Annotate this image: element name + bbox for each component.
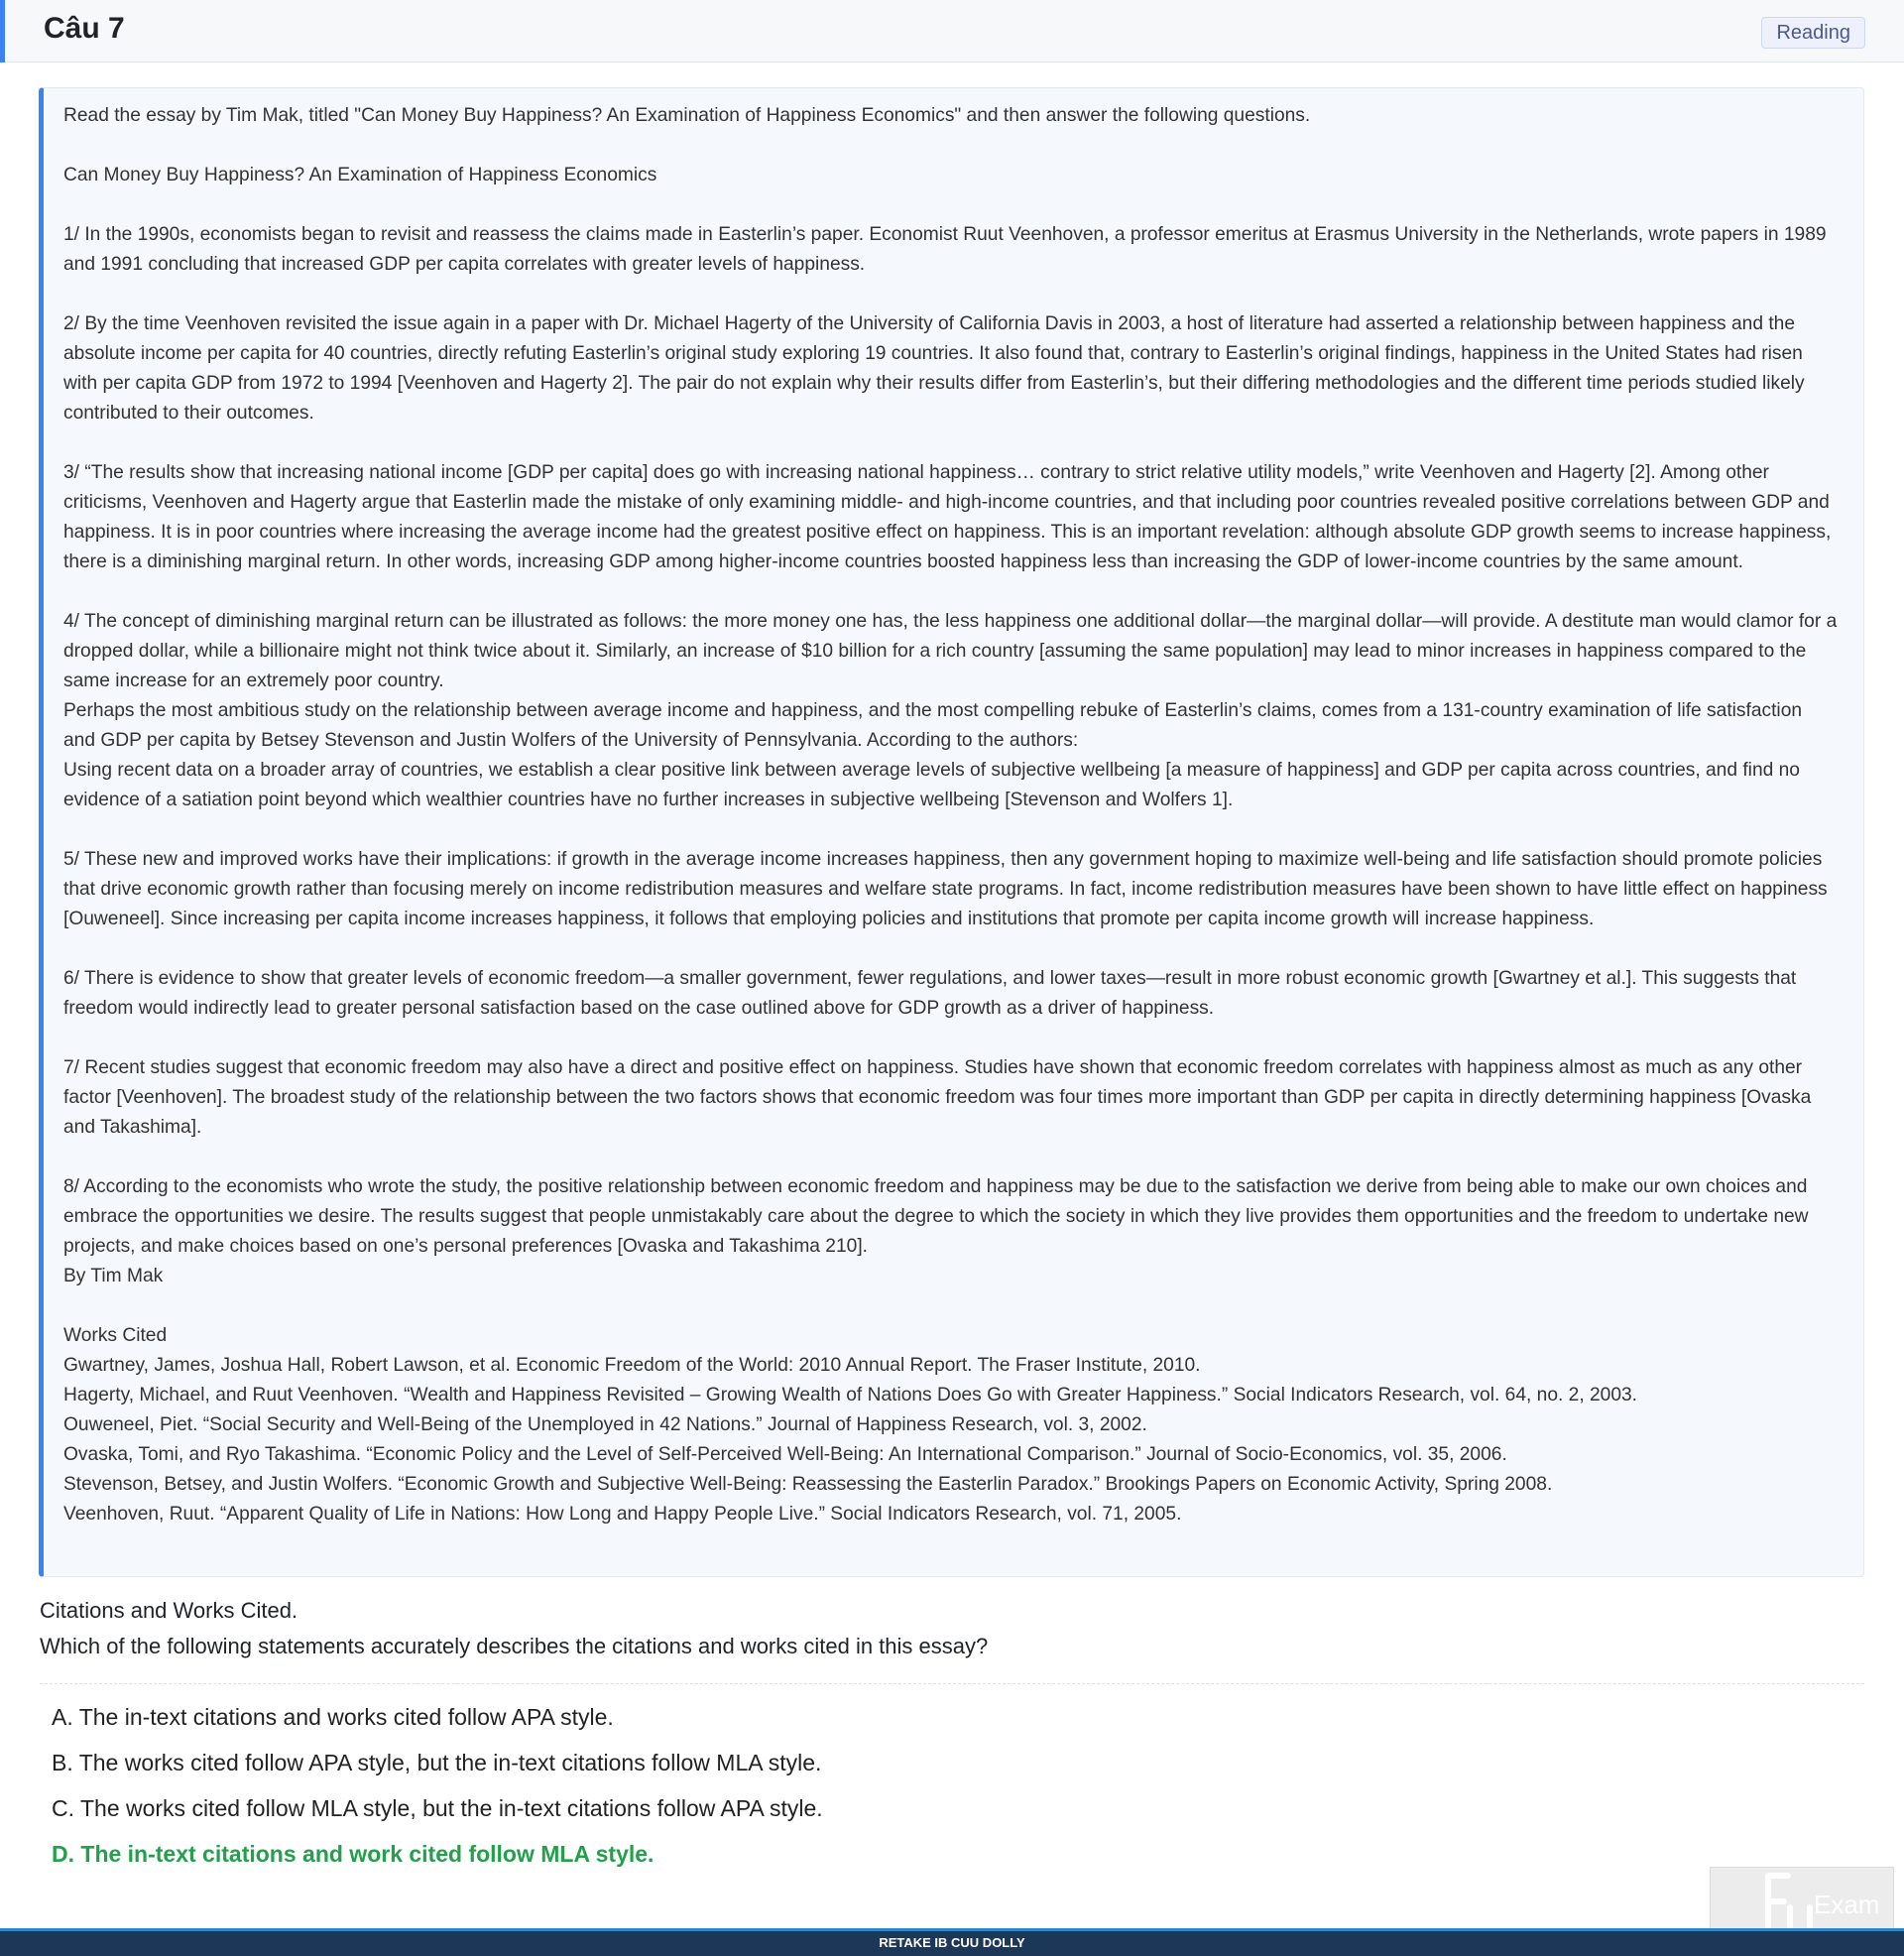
question-header xyxy=(0,0,1904,62)
passage-intro: Read the essay by Tim Mak, titled "Can Money Buy Happiness? An Examination of Happiness Economics" and then answer the following questions. xyxy=(63,105,1311,126)
question-topic: Citations and Works Cited. xyxy=(40,1598,298,1623)
option-b[interactable]: B. The works cited follow APA style, but the in-text citations follow MLA style. xyxy=(52,1750,822,1775)
works-cited-entry: Ovaska, Tomi, and Ryo Takashima. “Economic Policy and the Level of Self-Perceived Well-Being: An International Comparison.” Journal of Socio-Economics, vol. 35, 2006. xyxy=(63,1444,1507,1465)
question-title: Câu 7 xyxy=(44,12,125,45)
paragraph-3: 3/ “The results show that increasing national income [GDP per capita] does go with increasing national happiness… contrary to strict relative utility models,” write Veenhoven and Hagerty [2]. Among other criticisms, Veenhoven and Hagerty argue that Easterlin made the mistake of only examining middle- and high-income countries, and that including poor countries revealed positive correlations between GDP and happiness. It is in poor countries where increasing the average income had the greatest positive effect on happiness. This is an important revelation: although absolute GDP growth seems to increase happiness, there is a diminishing marginal return. In other words, increasing GDP among higher-income countries boosted happiness less than increasing the GDP of lower-income countries by the same amount. xyxy=(63,462,1832,572)
options-divider xyxy=(40,1683,1864,1684)
logo-text: Exam xyxy=(1814,1890,1880,1919)
works-cited-entry: Hagerty, Michael, and Ruut Veenhoven. “Wealth and Happiness Revisited – Growing Wealth of Nations Does Go with Greater Happiness.” Social Indicators Research, vol. 64, no. 2, 2003. xyxy=(63,1385,1638,1406)
footer-bar xyxy=(0,1928,1904,1956)
paragraph-5: 5/ These new and improved works have their implications: if growth in the average income increases happiness, then any government hoping to maximize well-being and life satisfaction should promote policies that drive economic growth rather than focusing merely on income redistribution measures and welfare state programs. In fact, income redistribution measures have been shown to have little effect on happiness [Ouweneel]. Since increasing per capita income increases happiness, it follows that employing policies and institutions that promote per capita income growth will increase happiness. xyxy=(63,849,1828,929)
works-cited-entry: Veenhoven, Ruut. “Apparent Quality of Life in Nations: How Long and Happy People Live.” Social Indicators Research, vol. 71, 2005. xyxy=(63,1504,1182,1525)
paragraph-8: 8/ According to the economists who wrote the study, the positive relationship between economic freedom and happiness may be due to the satisfaction we derive from being able to make our own choices and embrace the opportunities we desire. The results suggest that people unmistakably care about the degree to which the society in which they live provides them opportunities and the freedom to undertake new projects, and make choices based on one’s personal preferences [Ovaska and Takashima 210]. xyxy=(63,1176,1809,1257)
essay-title: Can Money Buy Happiness? An Examination of Happiness Economics xyxy=(63,165,657,185)
paragraph-2: 2/ By the time Veenhoven revisited the issue again in a paper with Dr. Michael Hagerty of the University of California Davis in 2003, a host of literature had asserted a relationship between happiness and the absolute income per capita for 40 countries, directly refuting Easterlin’s original study exploring 19 countries. It also found that, contrary to Easterlin’s original findings, happiness in the United States had risen with per capita GDP from 1972 to 1994 [Veenhoven and Hagerty 2]. The pair do not explain why their results differ from Easterlin’s, but their differing methodologies and the different time periods studied likely contributed to their outcomes. xyxy=(63,313,1805,424)
option-d-correct[interactable]: D. The in-text citations and work cited follow MLA style. xyxy=(52,1841,654,1867)
works-cited-entry: Ouweneel, Piet. “Social Security and Well-Being of the Unemployed in 42 Nations.” Journal of Happiness Research, vol. 3, 2002. xyxy=(63,1414,1147,1435)
works-cited-entry: Gwartney, James, Joshua Hall, Robert Lawson, et al. Economic Freedom of the World: 2010 Annual Report. The Fraser Institute, 2010. xyxy=(63,1355,1201,1376)
answer-options xyxy=(52,1694,1856,1877)
question-prompt: Which of the following statements accurately describes the citations and works cited in this essay? xyxy=(40,1634,989,1658)
question-block xyxy=(40,1593,1864,1664)
works-cited xyxy=(63,1321,1838,1529)
reading-passage xyxy=(39,87,1864,1577)
option-c[interactable]: C. The works cited follow MLA style, but the in-text citations follow APA style. xyxy=(52,1795,823,1821)
footer-text: RETAKE IB CUU DOLLY xyxy=(879,1935,1025,1950)
paragraph-4c: Using recent data on a broader array of countries, we establish a clear positive link between average levels of subjective wellbeing [a measure of happiness] and GDP per capita across countries, and find no evidence of a satiation point beyond which wealthier countries have no further increases in subjective wellbeing [Stevenson and Wolfers 1]. xyxy=(63,760,1800,810)
paragraph-4b: Perhaps the most ambitious study on the relationship between average income and happiness, and the most compelling rebuke of Easterlin’s claims, comes from a 131-country examination of life satisfaction and GDP per capita by Betsey Stevenson and Justin Wolfers of the University of Pennsylvania. According to the authors: xyxy=(63,700,1803,751)
header-accent-bar xyxy=(0,0,5,62)
works-cited-title: Works Cited xyxy=(63,1325,168,1346)
skill-badge: Reading xyxy=(1761,17,1865,49)
works-cited-entry: Stevenson, Betsey, and Justin Wolfers. “Economic Growth and Subjective Well-Being: Reassessing the Easterlin Paradox.” Brookings Papers on Economic Activity, Spring 2008. xyxy=(63,1474,1553,1495)
option-a[interactable]: A. The in-text citations and works cited follow APA style. xyxy=(52,1704,614,1730)
paragraph-1: 1/ In the 1990s, economists began to revisit and reassess the claims made in Easterlin’s paper. Economist Ruut Veenhoven, a professor emeritus at Erasmus University in the Netherlands, wrote papers in 1989 and 1991 concluding that increased GDP per capita correlates with greater levels of happiness. xyxy=(63,224,1827,275)
paragraph-6: 6/ There is evidence to show that greater levels of economic freedom—a smaller government, fewer regulations, and lower taxes—result in more robust economic growth [Gwartney et al.]. This suggests that freedom would indirectly lead to greater personal satisfaction based on the case outlined above for GDP growth as a driver of happiness. xyxy=(63,968,1797,1019)
paragraph-4: 4/ The concept of diminishing marginal return can be illustrated as follows: the more money one has, the less happiness one additional dollar—the marginal dollar—will provide. A destitute man would clamor for a dropped dollar, while a billionaire might not think twice about it. Similarly, an increase of $10 billion for a rich country [assuming the same population] may lead to minor increases in happiness compared to the same increase for an extremely poor country. xyxy=(63,611,1838,691)
byline: By Tim Mak xyxy=(63,1266,164,1286)
paragraph-7: 7/ Recent studies suggest that economic freedom may also have a direct and positive effect on happiness. Studies have shown that economic freedom correlates with happiness almost as much as any other factor [Veenhoven]. The broadest study of the relationship between the two factors shows that economic freedom was four times more important than GDP per capita in directly determining happiness [Ovaska and Takashima]. xyxy=(63,1057,1812,1138)
